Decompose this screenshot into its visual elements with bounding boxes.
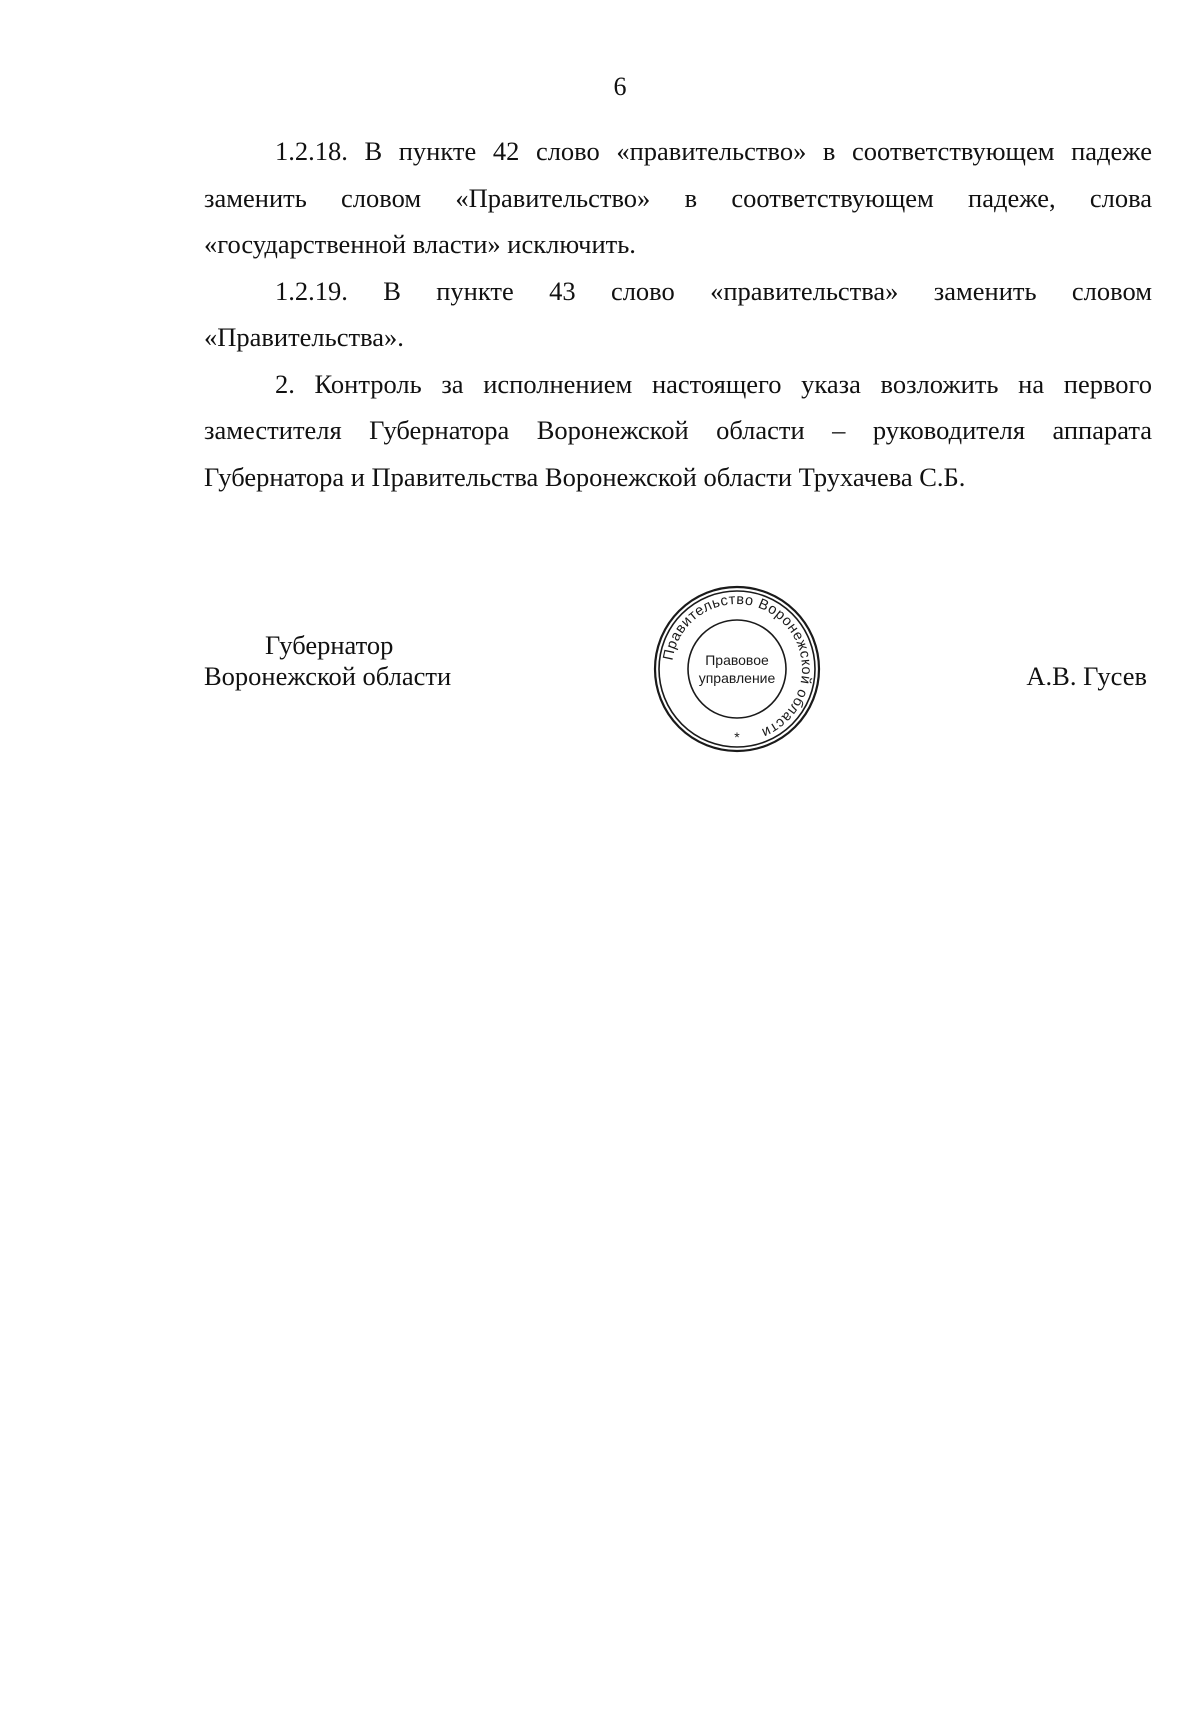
signature-title-line-1: Губернатор <box>265 630 394 660</box>
signer-name: А.В. Гусев <box>1026 661 1147 691</box>
page-number: 6 <box>613 72 627 101</box>
paragraph-2-control: 2. Контроль за исполнением настоящего указа возложить на первого заместителя Губернатора Воронежской области – руководителя аппарата Губернатора и Правительства Воронежской области Трухачева С.Б. <box>204 368 1152 492</box>
stamp-inner-ring <box>688 620 786 718</box>
stamp-outer-ring-inner <box>659 591 815 747</box>
signature-title <box>204 630 451 692</box>
signature-title-line-2: Воронежской области <box>204 661 452 691</box>
paragraph-1-2-18: 1.2.18. В пункте 42 слово «правительство» в соответствующем падеже заменить словом «Правительство» в соответствующем падеже, слова «государственной власти» исключить. <box>204 136 1152 259</box>
stamp-center-line-1: Правовое <box>705 652 769 668</box>
document-body <box>204 128 1152 500</box>
stamp-star-icon: * <box>734 729 740 745</box>
stamp-center-line-2: управление <box>698 670 776 686</box>
paragraph-1-2-19: 1.2.19. В пункте 43 слово «правительства» заменить словом «Правительства». <box>204 275 1152 352</box>
official-stamp <box>652 584 822 754</box>
stamp-outer-ring <box>655 587 819 751</box>
stamp-ring-text: Правительство Воронежской области <box>660 591 815 741</box>
